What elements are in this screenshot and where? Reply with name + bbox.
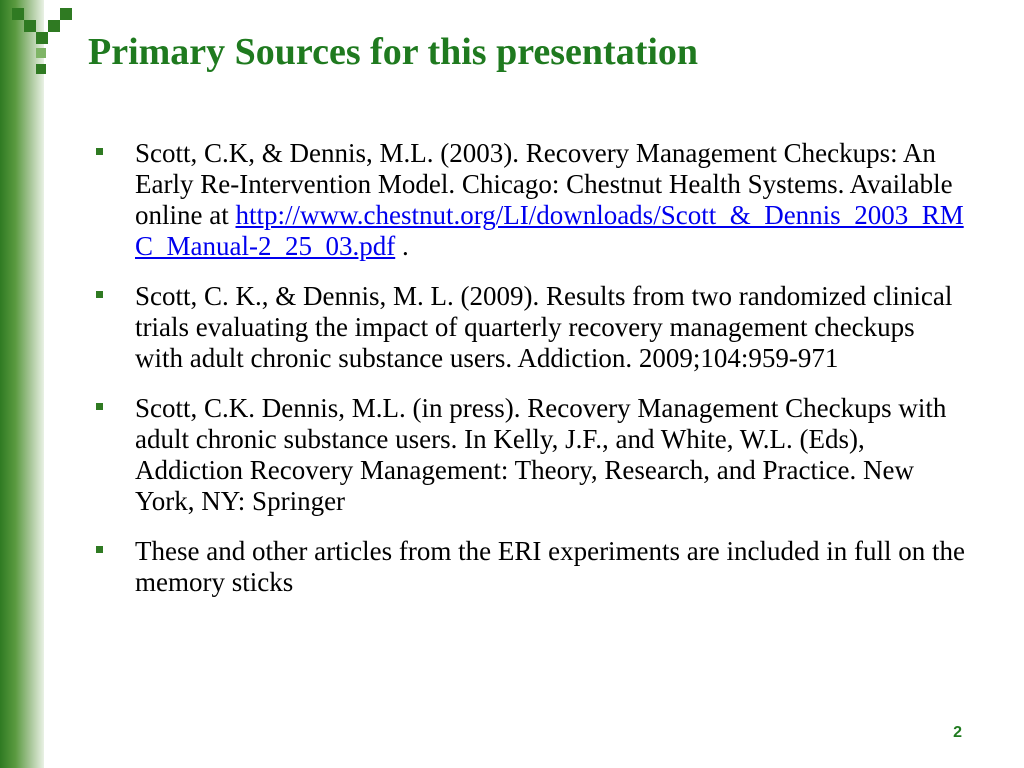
reference-text-suffix: . (395, 231, 409, 261)
square-bullet-icon (96, 546, 103, 553)
slide-title: Primary Sources for this presentation (88, 31, 699, 73)
left-decorative-band (0, 0, 44, 768)
logo-square (36, 32, 48, 44)
reference-item (96, 138, 966, 262)
reference-item (96, 393, 966, 517)
reference-link[interactable]: http://www.chestnut.org/LI/downloads/Scott_&_Dennis_2003_RMC_Manual-2_25_03.pdf (135, 200, 964, 261)
logo-square (48, 20, 60, 32)
logo-square (36, 64, 46, 74)
reference-text: These and other articles from the ERI experiments are included in full on the memory sticks (135, 536, 965, 597)
page-number: 2 (953, 724, 962, 741)
square-bullet-icon (96, 148, 103, 155)
reference-text: Scott, C.K, & Dennis, M.L. (2003). Recovery Management Checkups: An Early Re-Intervention Model. Chicago: Chestnut Health Systems. Available online at (135, 138, 953, 230)
reference-item (96, 536, 966, 598)
reference-text: Scott, C.K. Dennis, M.L. (in press). Recovery Management Checkups with adult chronic substance users. In Kelly, J.F., and White, W.L. (Eds), Addiction Recovery Management: Theory, Research, and Practice. New York, NY: Springer (135, 393, 947, 516)
logo-square (36, 48, 46, 58)
logo-square (60, 8, 72, 20)
square-bullet-icon (96, 403, 103, 410)
reference-item (96, 281, 966, 374)
square-bullet-icon (96, 291, 103, 298)
checkmark-logo-icon (0, 0, 80, 80)
logo-square (24, 20, 36, 32)
reference-list (96, 138, 966, 617)
reference-text: Scott, C. K., & Dennis, M. L. (2009). Results from two randomized clinical trials evaluating the impact of quarterly recovery management checkups with adult chronic substance users. Addiction. 2009;104:959-971 (135, 281, 953, 373)
logo-square (12, 8, 24, 20)
